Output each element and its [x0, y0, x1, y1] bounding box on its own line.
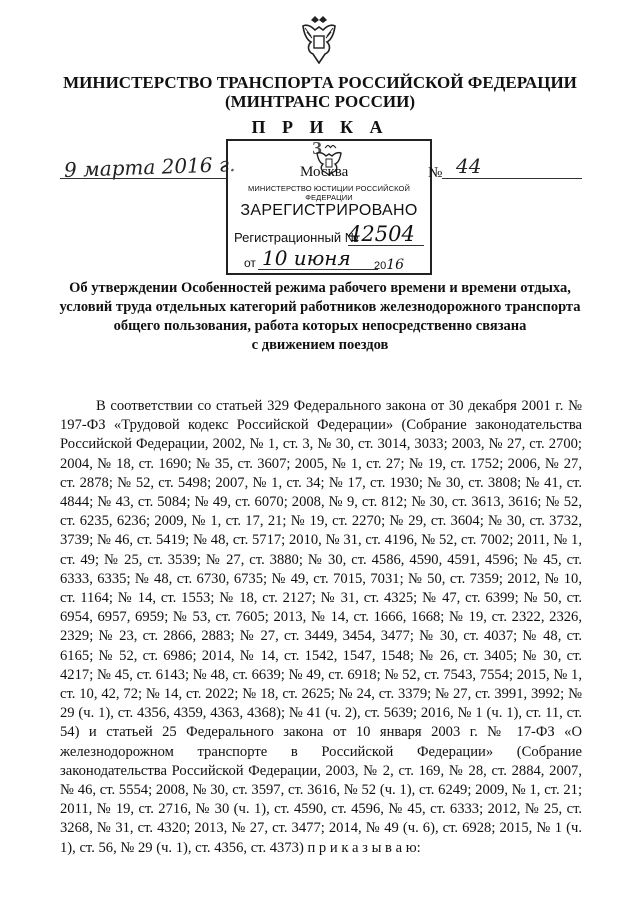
number-underline	[442, 178, 582, 179]
ministry-name: МИНИСТЕРСТВО ТРАНСПОРТА РОССИЙСКОЙ ФЕДЕРАЦИИ	[63, 73, 577, 92]
stamp-registered-label: ЗАРЕГИСТРИРОВАНО	[240, 202, 418, 219]
registration-stamp	[226, 139, 432, 275]
order-number-sign: №	[428, 165, 443, 181]
city-name: Москва	[300, 164, 349, 180]
order-title-line: условий труда отдельных категорий работников железнодорожного транспорта	[59, 299, 581, 315]
stamp-date-underline	[258, 269, 378, 270]
stamp-reg-number-label: Регистрационный №	[234, 230, 359, 245]
body-paragraph: В соответствии со статьей 329 Федерального закона от 30 декабря 2001 г. № 197-ФЗ «Трудовой кодекс Российской Федерации» (Собрание законодательства Российской Федерации, 2002, № 1, ст. 3, № 30, ст. 3014, 3033; 2003, № 27, ст. 2700; 2004, № 18, ст. 1690; № 35, ст. 3607; 2005, № 1, ст. 27; № 19, ст. 1752; 2006, № 27, ст. 2878; № 52, ст. 5498; 2007, № 1, ст. 34; № 17, ст. 1930; № 30, ст. 3808; № 41, ст. 4844; № 43, ст. 5084; № 49, ст. 6070; 2008, № 9, ст. 812; № 30, ст. 3613, 3616; № 52, ст. 6235, 6236; 2009, № 1, ст. 17, 21; № 19, ст. 2270; № 29, ст. 3604; № 30, ст. 3732, 3739; № 46, ст. 5419; № 48, ст. 5717; 2010, № 31, ст. 4196, № 52, ст. 7002; 2011, № 1, ст. 49; № 25, ст. 3539; № 27, ст. 3880; № 30, ст. 4586, 4590, 4591, 4596; № 45, ст. 6333, 6335; № 48, ст. 6730, 6735; № 49, ст. 7015, 7031; № 50, ст. 7359; 2012, № 10, ст. 1164; № 14, ст. 1553; № 18, ст. 2127; № 31, ст. 4325; № 47, ст. 6399; № 50, ст. 6954, 6957, 6959; № 53, ст. 7605; 2013, № 14, ст. 1666, 1668; № 19, ст. 2322, 2326, 2329; № 23, ст. 2866, 2883; № 27, ст. 3449, 3454, 3477; № 30, ст. 4037; № 48, ст. 6165; № 52, ст. 6986; 2014, № 14, ст. 1542, 1547, 1548; № 26, ст. 3405; № 30, ст. 4217; № 45, ст. 6143; № 48, ст. 6639; № 49, ст. 6918; № 52, ст. 7543, 7554; 2015, № 1, ст. 10, 42, 72; № 14, ст. 2022; № 18, ст. 2625; № 24, ст. 3379; № 27, ст. 3991, 3992; № 29 (ч. 1), ст. 4356, 4359, 4363, 4368); № 41 (ч. 2), ст. 5639; 2016, № 1 (ч. 1), ст. 11, ст. 54) и статьей 25 Федерального закона от 10 января 2003 г. № 17-ФЗ «О железнодорожном транспорте в Российской Федерации» (Собрание законодательства Российской Федерации, 2003, № 2, ст. 169, № 28, ст. 2884, 2007, № 46, ст. 5554; 2008, № 30, ст. 3597, ст. 3616, № 52 (ч. 1), ст. 6249; 2009, № 1, ст. 21; 2011, № 19, ст. 2716, № 30 (ч. 1), ст. 4590, ст. 4596, № 45, ст. 6333; 2012, № 25, ст. 3268, № 31, ст. 4320; 2013, № 27, ст. 3477; 2014, № 49 (ч. 6), ст. 6928; 2015, № 1 (ч. 1), ст. 56, № 29 (ч. 1), ст. 4356, ст. 4373) п р и к а з ы в а ю:	[60, 398, 582, 856]
ministry-short-name: (МИНТРАНС РОССИИ)	[224, 92, 416, 111]
order-title-line: Об утверждении Особенностей режима рабочего времени и времени отдыха,	[69, 280, 571, 296]
stamp-year-prefix: 20	[374, 260, 387, 272]
stamp-year-handwritten: 16	[386, 257, 405, 273]
document-type-heading: П Р И К А З	[251, 117, 389, 158]
order-number-handwritten: 44	[456, 154, 482, 178]
date-underline	[60, 178, 228, 179]
order-date-handwritten: 9 марта 2016 г.	[63, 152, 236, 182]
stamp-date-handwritten: 10 июня	[262, 246, 351, 270]
stamp-reg-number-handwritten: 42504	[348, 222, 415, 246]
order-title-line: с движением поездов	[251, 337, 389, 353]
order-body	[60, 397, 582, 858]
stamp-number-underline	[348, 245, 424, 246]
order-title-line: общего пользования, работа которых непосредственно связана	[113, 318, 527, 334]
stamp-year	[374, 257, 404, 273]
stamp-ministry-name: МИНИСТЕРСТВО ЮСТИЦИИ РОССИЙСКОЙ ФЕДЕРАЦИИ	[248, 184, 410, 202]
stamp-date-prefix: от	[244, 256, 256, 270]
coat-of-arms-emblem	[297, 14, 341, 64]
